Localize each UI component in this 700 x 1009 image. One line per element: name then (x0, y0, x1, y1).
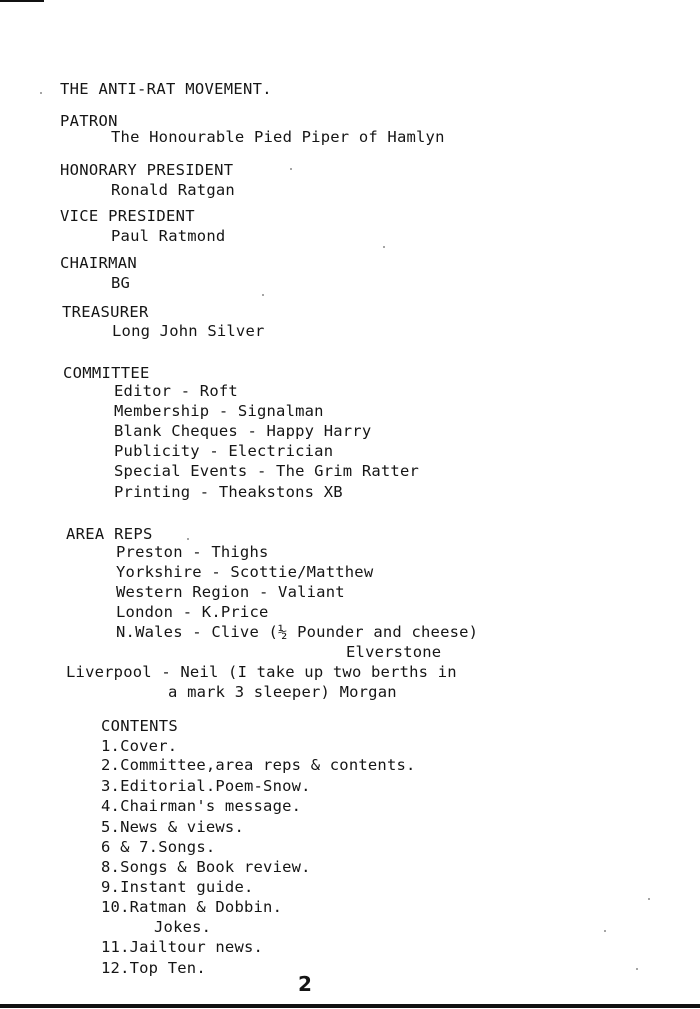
contents-item: 8.Songs & Book review. (101, 858, 311, 876)
area-rep: Liverpool - Neil (I take up two berths in (66, 663, 457, 681)
contents-item: 10.Ratman & Dobbin. (101, 898, 283, 916)
scan-speck (187, 538, 189, 540)
committee-heading: COMMITTEE (63, 364, 150, 382)
scan-speck (290, 168, 292, 170)
contents-item: 3.Editorial.Poem-Snow. (101, 777, 311, 795)
contents-heading: CONTENTS (101, 717, 179, 735)
contents-item: 9.Instant guide. (101, 878, 254, 896)
area-rep: Elverstone (346, 643, 442, 661)
page-number: 2 (298, 972, 312, 996)
chairman-name: BG (111, 274, 131, 292)
contents-item: 12.Top Ten. (101, 959, 206, 977)
vice-president-heading: VICE PRESIDENT (60, 207, 195, 225)
area-rep: Preston - Thighs (116, 543, 269, 561)
contents-item: 2.Committee,area reps & contents. (101, 756, 416, 774)
scan-speck (40, 92, 42, 94)
area-reps-heading: AREA REPS (66, 525, 153, 543)
scan-speck (383, 246, 385, 248)
document-title: THE ANTI-RAT MOVEMENT. (60, 80, 272, 98)
top-rule (0, 0, 44, 2)
honorary-president-heading: HONORARY PRESIDENT (60, 161, 234, 179)
treasurer-heading: TREASURER (62, 303, 149, 321)
committee-member: Printing - Theakstons XB (114, 483, 343, 501)
scan-speck (636, 968, 638, 970)
committee-member: Special Events - The Grim Ratter (114, 462, 420, 480)
area-rep: London - K.Price (116, 603, 269, 621)
committee-member: Editor - Roft (114, 382, 238, 400)
bottom-rule (0, 1004, 700, 1008)
contents-item: 1.Cover. (101, 737, 178, 755)
contents-item: 5.News & views. (101, 818, 244, 836)
chairman-heading: CHAIRMAN (60, 254, 138, 272)
committee-member: Blank Cheques - Happy Harry (114, 422, 372, 440)
vice-president-name: Paul Ratmond (111, 227, 226, 245)
patron-name: The Honourable Pied Piper of Hamlyn (111, 128, 445, 146)
area-rep: Yorkshire - Scottie/Matthew (116, 563, 374, 581)
contents-item: 4.Chairman's message. (101, 797, 302, 815)
patron-heading: PATRON (60, 112, 118, 130)
contents-item: 6 & 7.Songs. (101, 838, 216, 856)
area-rep: N.Wales - Clive (½ Pounder and cheese) (116, 623, 479, 641)
contents-item: 11.Jailtour news. (101, 938, 264, 956)
treasurer-name: Long John Silver (112, 322, 265, 340)
area-rep: a mark 3 sleeper) Morgan (168, 683, 397, 701)
area-rep: Western Region - Valiant (116, 583, 345, 601)
scan-speck (604, 930, 606, 932)
scan-speck (648, 898, 650, 900)
committee-member: Publicity - Electrician (114, 442, 334, 460)
contents-item: Jokes. (154, 918, 212, 936)
committee-member: Membership - Signalman (114, 402, 324, 420)
honorary-president-name: Ronald Ratgan (111, 181, 235, 199)
scan-speck (262, 294, 264, 296)
